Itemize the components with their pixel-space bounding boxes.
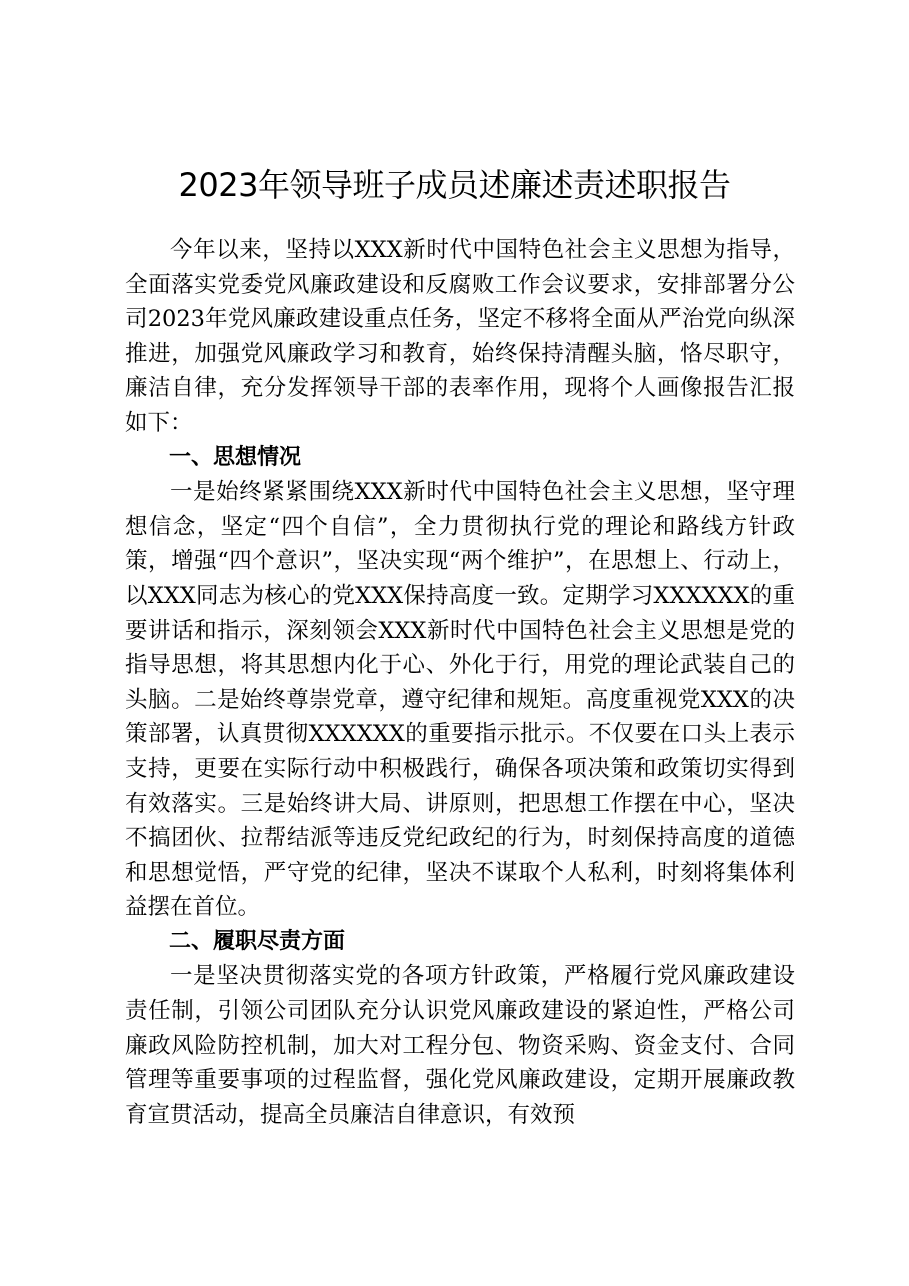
intro-paragraph: 今年以来，坚持以XXX新时代中国特色社会主义思想为指导，全面落实党委党风廉政建设和反腐败工作会议要求，安排部署分公司2023年党风廉政建设重点任务，坚定不移将全面从严治党向纵深推进，加强党风廉政学习和教育，始终保持清醒头脑，恪尽职守，廉洁自律，充分发挥领导干部的表率作用，现将个人画像报告汇报如下： [125, 237, 795, 436]
section-heading: 二、履职尽责方面 [169, 928, 346, 954]
document-title: 2023年领导班子成员述廉述责述职报告 [178, 166, 731, 204]
section-heading: 一、思想情况 [169, 444, 302, 470]
section-paragraph: 一是始终紧紧围绕XXX新时代中国特色社会主义思想，坚守理想信念，坚定“四个自信”，全力贯彻执行党的理论和路线方针政策，增强“四个意识”，坚决实现“两个维护”，在思想上、行动上，以XXX同志为核心的党XXX保持高度一致。定期学习XXXXXX的重要讲话和指示，深刻领会XXX新时代中国特色社会主义思想是党的指导思想，将其思想内化于心、外化于行，用党的理论武装自己的头脑。二是始终尊崇党章，遵守纪律和规矩。高度重视党XXX的决策部署，认真贯彻XXXXXX的重要指示批示。不仅要在口头上表示支持，更要在实际行动中积极践行，确保各项决策和政策切实得到有效落实。三是始终讲大局、讲原则，把思想工作摆在中心，坚决不搞团伙、拉帮结派等违反党纪政纪的行为，时刻保持高度的道德和思想觉悟，严守党的纪律，坚决不谋取个人私利，时刻将集体利益摆在首位。 [125, 479, 795, 921]
section-paragraph: 一是坚决贯彻落实党的各项方针政策，严格履行党风廉政建设责任制，引领公司团队充分认识党风廉政建设的紧迫性，严格公司廉政风险防控机制，加大对工程分包、物资采购、资金支付、合同管理等重要事项的过程监督，强化党风廉政建设，定期开展廉政教育宣贯活动，提高全员廉洁自律意识，有效预 [125, 963, 795, 1128]
document-body [125, 233, 795, 1132]
